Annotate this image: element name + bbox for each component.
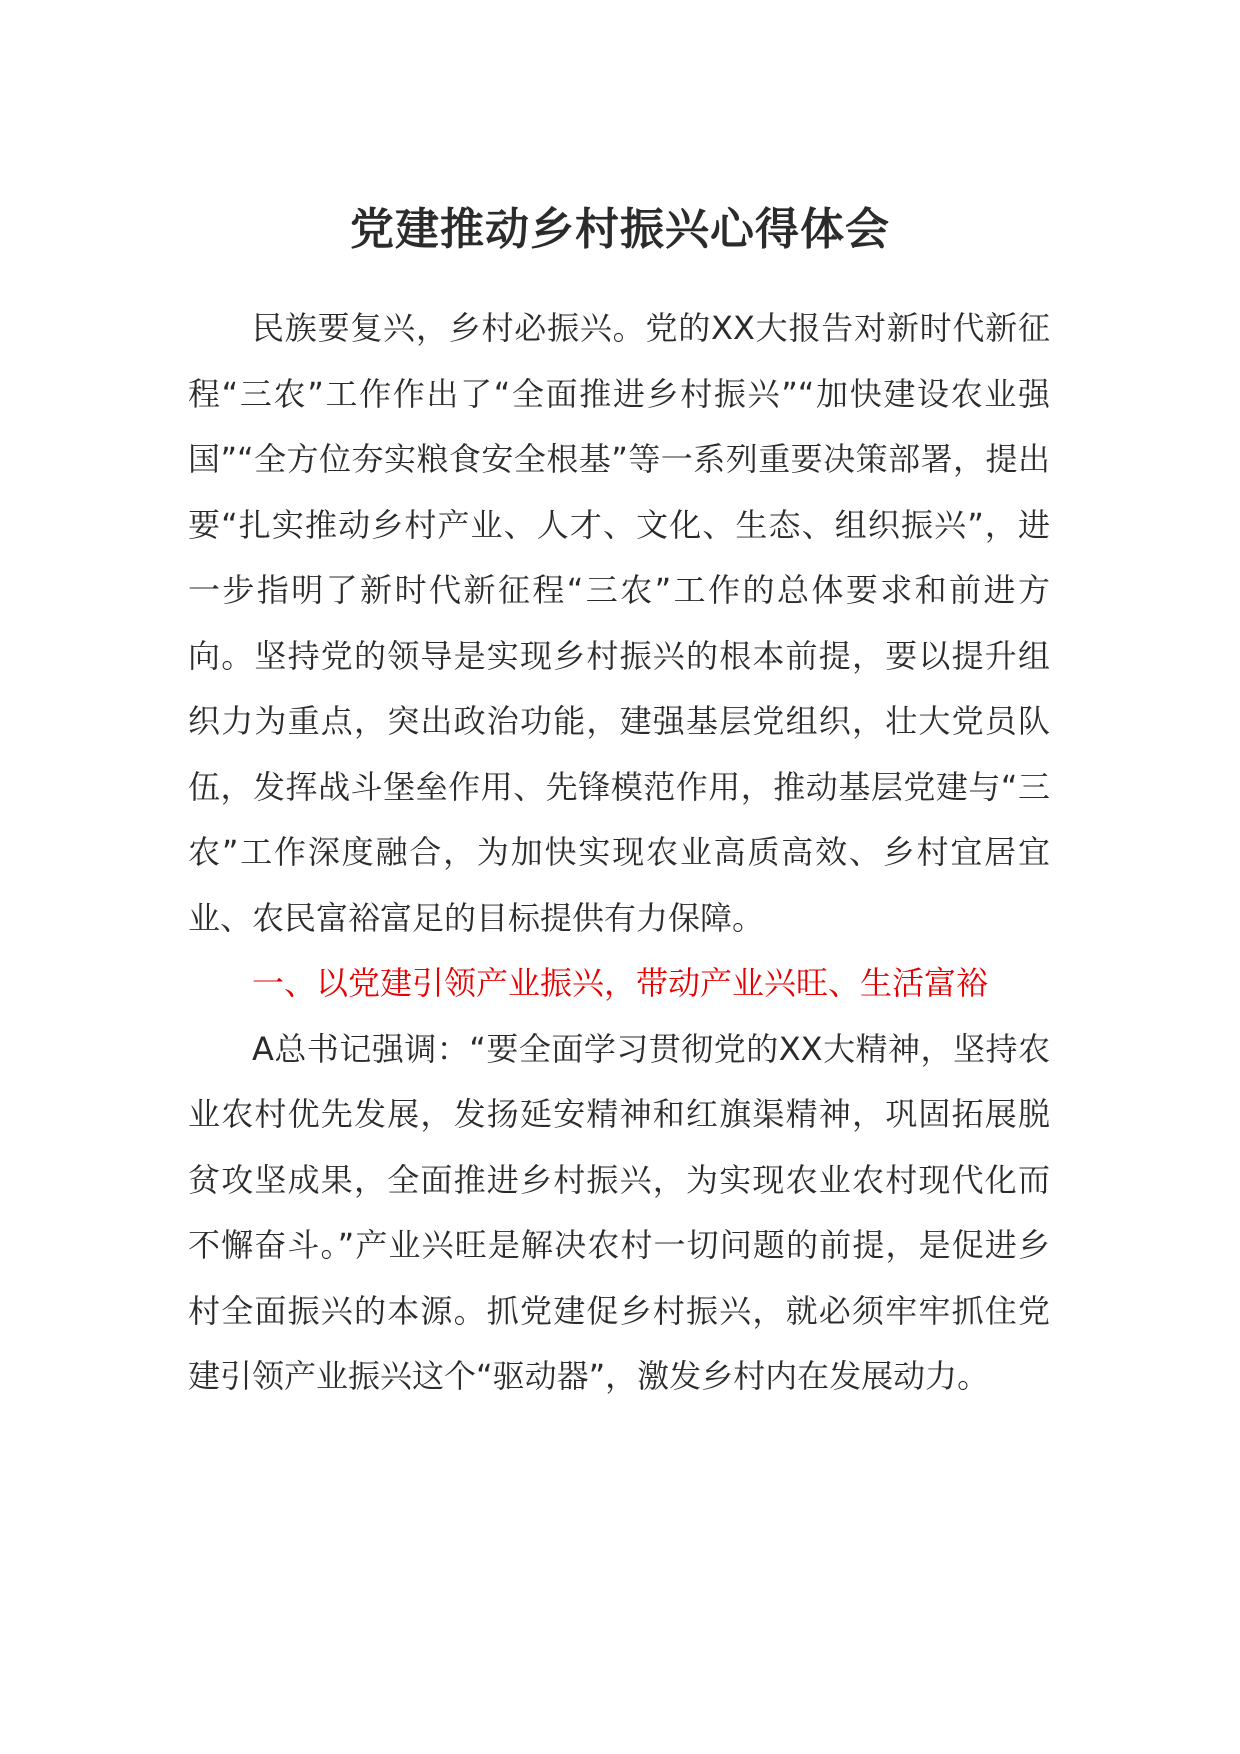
document-body — [188, 296, 1050, 1410]
paragraph-section-1: A总书记强调：“要全面学习贯彻党的XX大精神，坚持农业农村优先发展，发扬延安精神和红旗渠精神，巩固拓展脱贫攻坚成果，全面推进乡村振兴，为实现农业农村现代化而不懈奋斗。”产业兴旺是解决农村一切问题的前提，是促进乡村全面振兴的本源。抓党建促乡村振兴，就必须牢牢抓住党建引领产业振兴这个“驱动器”，激发乡村内在发展动力。 — [188, 1029, 1050, 1395]
document-title: 党建推动乡村振兴心得体会 — [350, 204, 890, 255]
paragraph-intro: 民族要复兴，乡村必振兴。党的XX大报告对新时代新征程“三农”工作作出了“全面推进乡村振兴”“加快建设农业强国”“全方位夯实粮食安全根基”等一系列重要决策部署，提出要“扎实推动乡村产业、人才、文化、生态、组织振兴”，进一步指明了新时代新征程“三农”工作的总体要求和前进方向。坚持党的领导是实现乡村振兴的根本前提，要以提升组织力为重点，突出政治功能，建强基层党组织，壮大党员队伍，发挥战斗堡垒作用、先锋模范作用，推动基层党建与“三农”工作深度融合，为加快实现农业高质高效、乡村宜居宜业、农民富裕富足的目标提供有力保障。 — [188, 309, 1050, 937]
section-heading: 一、以党建引领产业振兴，带动产业兴旺、生活富裕 — [252, 964, 989, 1002]
